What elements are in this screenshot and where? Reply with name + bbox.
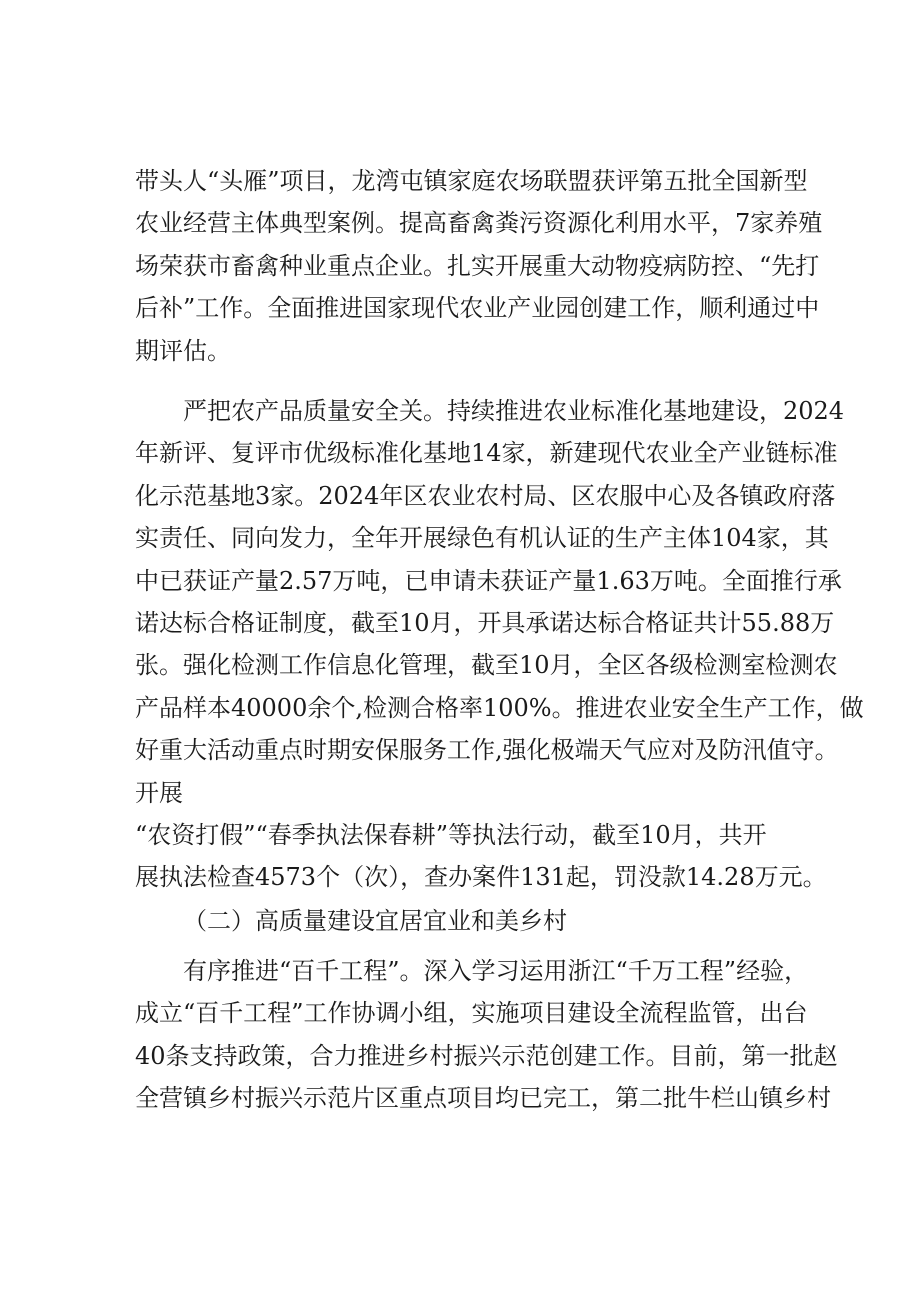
paragraph-line: “农资打假”“春季执法保春耕”等执法行动，截至10月，共开 xyxy=(135,820,767,849)
paragraph-new-agri-entities xyxy=(135,160,823,372)
paragraph-line: 展执法检查4573个（次），查办案件131起，罚没款14.28万元。 xyxy=(135,863,827,892)
paragraph-line: 产品样本40000余个,检测合格率100%。推进农业安全生产工作，做 xyxy=(135,693,864,722)
paragraph-line: 实责任、同向发力，全年开展绿色有机认证的生产主体104家，其 xyxy=(135,524,829,553)
paragraph-line: 40条支持政策，合力推进乡村振兴示范创建工作。目前，第一批赵 xyxy=(135,1041,838,1070)
paragraph-line: 有序推进“百千工程”。深入学习运用浙江“千万工程”经验， xyxy=(183,957,809,985)
paragraph-line: 诺达标合格证制度，截至10月，开具承诺达标合格证共计55.88万 xyxy=(135,608,835,637)
paragraph-line: 张。强化检测工作信息化管理，截至10月，全区各级检测室检测农 xyxy=(135,651,838,680)
paragraph-line: 年新评、复评市优级标准化基地14家，新建现代农业全产业链标准 xyxy=(135,439,838,468)
paragraph-line: 开展 xyxy=(135,778,183,807)
paragraph-quality-safety xyxy=(135,390,864,899)
paragraph-line: 场荣获市畜禽种业重点企业。扎实开展重大动物疫病防控、“先打 xyxy=(135,251,820,280)
paragraph-line: 严把农产品质量安全关。持续推进农业标准化基地建设，2024 xyxy=(183,397,845,425)
paragraph-line: 全营镇乡村振兴示范片区重点项目均已完工，第二批牛栏山镇乡村 xyxy=(135,1084,831,1113)
paragraph-line: 好重大活动重点时期安保服务工作,强化极端天气应对及防汛值守。 xyxy=(135,736,839,765)
paragraph-line: 成立“百千工程”工作协调小组，实施项目建设全流程监管，出台 xyxy=(135,999,808,1028)
section-heading: （二）高质量建设宜居宜业和美乡村 xyxy=(183,907,567,935)
paragraph-hundred-thousand-project xyxy=(135,950,838,1120)
paragraph-line: 期评估。 xyxy=(135,336,231,365)
paragraph-line: 后补”工作。全面推进国家现代农业产业园创建工作，顺利通过中 xyxy=(135,294,820,323)
paragraph-line: 带头人“头雁”项目，龙湾屯镇家庭农场联盟获评第五批全国新型 xyxy=(135,167,808,195)
paragraph-line: 中已获证产量2.57万吨，已申请未获证产量1.63万吨。全面推行承 xyxy=(135,566,842,595)
paragraph-line: 化示范基地3家。2024年区农业农村局、区农服中心及各镇政府落 xyxy=(135,481,836,510)
paragraph-line: 农业经营主体典型案例。提高畜禽粪污资源化利用水平，7家养殖 xyxy=(135,209,823,238)
